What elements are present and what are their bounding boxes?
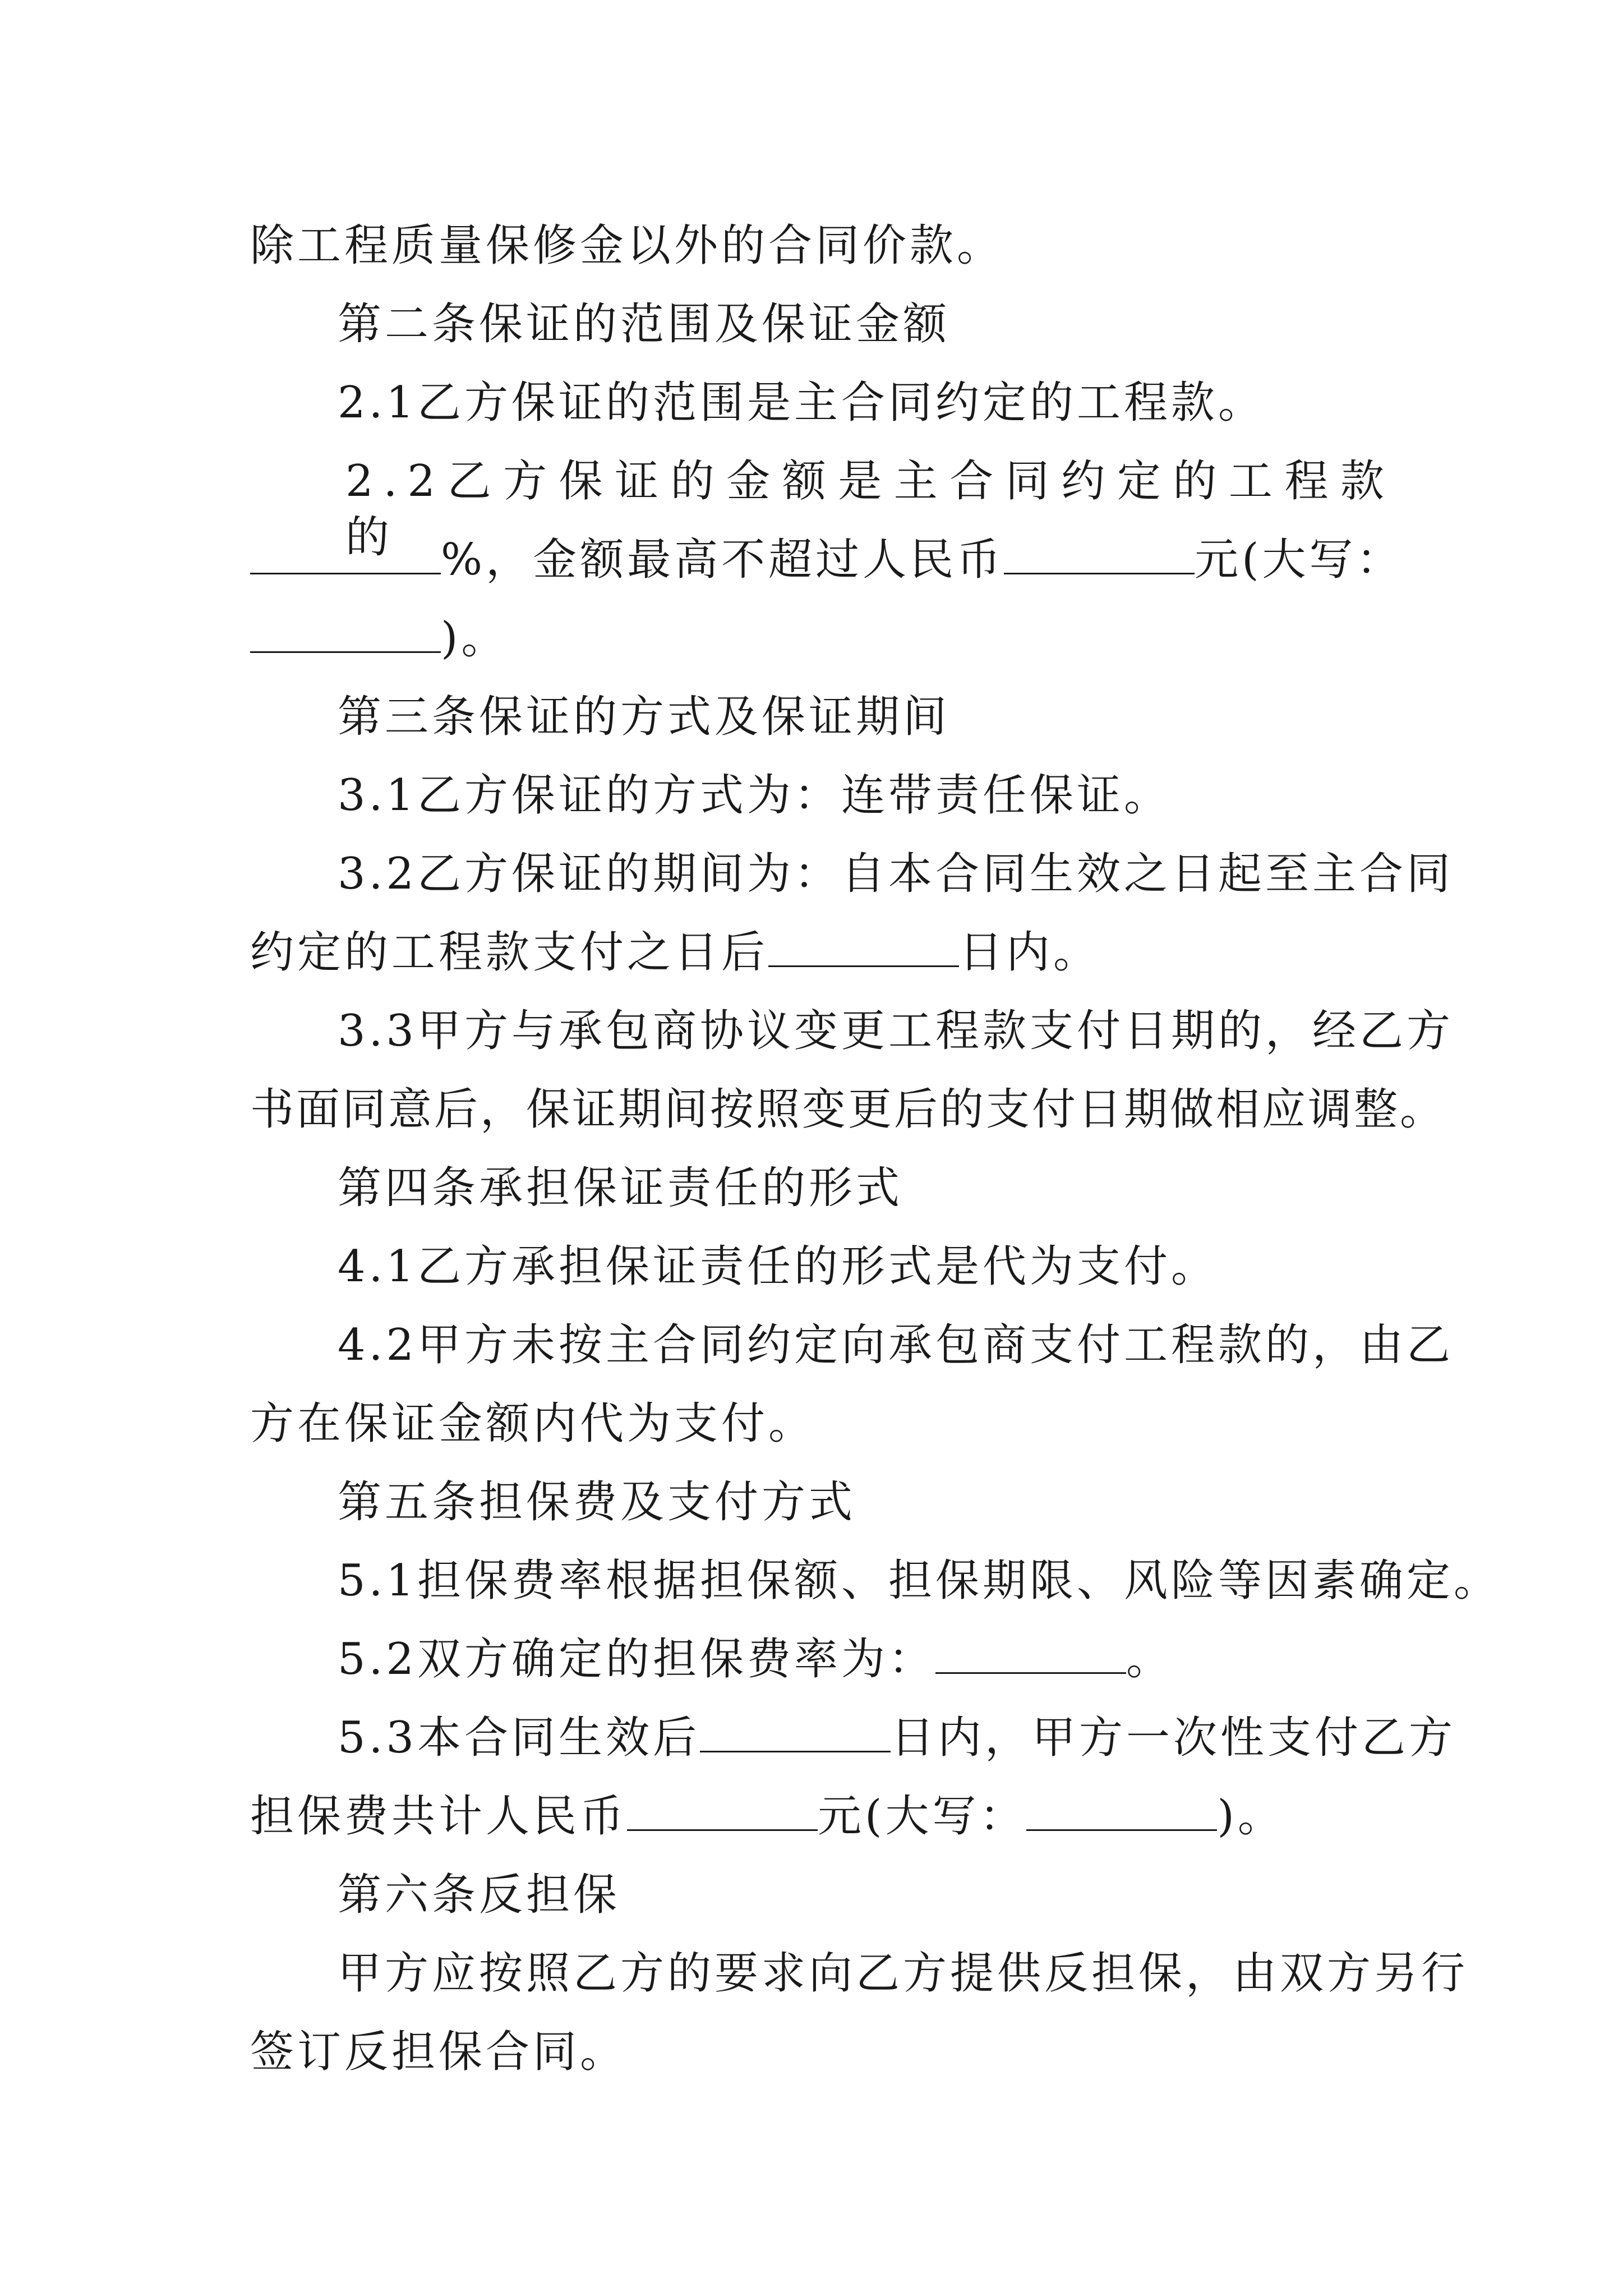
text-run: )。 [1217, 1791, 1285, 1842]
clause-4-2-line-1 [338, 1317, 1454, 1373]
text-run: 约定的工程款支付之日后 [250, 927, 769, 978]
blank-fee-words [1026, 1792, 1217, 1831]
blank-amount-words [250, 614, 441, 653]
text-run: 日内。 [959, 927, 1101, 978]
text-run: )。 [441, 613, 509, 664]
text-run: 第四条承担保证责任的形式 [338, 1163, 903, 1213]
blank-days [768, 928, 959, 967]
text-run: 元(大写： [818, 1791, 1027, 1842]
blank-pay-days [700, 1714, 891, 1752]
text-run: 日内，甲方一次性支付乙方 [891, 1713, 1456, 1763]
clause-4-2-line-2 [250, 1396, 1394, 1452]
text-run: 除工程质量保修金以外的合同价款。 [250, 220, 1004, 271]
clause-2-2-line-3 [250, 610, 1394, 666]
clause-5-1 [338, 1553, 1501, 1609]
paragraph-line [250, 218, 1394, 274]
clause-2-1 [338, 375, 1394, 431]
text-run: 5.3本合同生效后 [338, 1713, 700, 1763]
clause-5-2 [338, 1631, 1394, 1687]
clause-6-line-1 [338, 1945, 1469, 2001]
clause-3-2-line-1 [338, 846, 1454, 902]
text-run: 4.2甲方未按主合同约定向承包商支付工程款的，由乙 [338, 1320, 1454, 1370]
blank-amount [1004, 536, 1195, 574]
text-run: 5.1担保费率根据担保额、担保期限、风险等因素确定。 [338, 1556, 1501, 1606]
blank-percent [250, 536, 441, 574]
clause-4-1 [338, 1239, 1394, 1295]
text-run: 5.2双方确定的担保费率为： [338, 1634, 936, 1685]
text-run: 第六条反担保 [338, 1870, 621, 1920]
section-heading-6 [338, 1867, 1394, 1923]
text-run: 第五条担保费及支付方式 [338, 1477, 856, 1527]
text-run: 元(大写： [1195, 535, 1404, 585]
text-run: 第三条保证的方式及保证期间 [338, 692, 951, 742]
clause-5-3-line-2 [250, 1788, 1394, 1844]
text-run: %，金额最高不超过人民币 [441, 535, 1004, 585]
clause-3-3-line-2 [250, 1082, 1446, 1138]
text-run: 3.1乙方保证的方式为：连带责任保证。 [338, 770, 1172, 821]
text-run: 3.3甲方与承包商协议变更工程款支付日期的，经乙方 [338, 1006, 1454, 1056]
section-heading-2 [338, 296, 1394, 352]
clause-3-3-line-1 [338, 1003, 1454, 1059]
text-run: 书面同意后，保证期间按照变更后的支付日期做相应调整。 [250, 1084, 1446, 1135]
text-run: 2.1乙方保证的范围是主合同约定的工程款。 [338, 378, 1266, 428]
text-run: 。 [1126, 1634, 1174, 1685]
clause-2-2-line-2 [250, 532, 1404, 588]
clause-3-2-line-2 [250, 924, 1394, 981]
text-run: 4.1乙方承担保证责任的形式是代为支付。 [338, 1241, 1219, 1292]
clause-3-1 [338, 767, 1394, 823]
text-run: 担保费共计人民币 [250, 1791, 628, 1842]
section-heading-5 [338, 1474, 1394, 1530]
clause-5-3-line-1 [338, 1710, 1456, 1766]
text-run: 3.2乙方保证的期间为：自本合同生效之日起至主合同 [338, 849, 1454, 899]
text-run: 签订反担保合同。 [250, 2027, 628, 2077]
blank-fee-rate [935, 1635, 1126, 1674]
section-heading-4 [338, 1160, 1394, 1216]
text-run: 方在保证金额内代为支付。 [250, 1398, 816, 1449]
section-heading-3 [338, 689, 1394, 745]
text-run: 2.2乙方保证的金额是主合同约定的工程款的 [345, 456, 1394, 563]
clause-6-line-2 [250, 2024, 1394, 2080]
blank-fee-amount [627, 1792, 818, 1831]
text-run: 甲方应按照乙方的要求向乙方提供反担保，由双方另行 [338, 1948, 1469, 1999]
text-run: 第二条保证的范围及保证金额 [338, 299, 951, 349]
